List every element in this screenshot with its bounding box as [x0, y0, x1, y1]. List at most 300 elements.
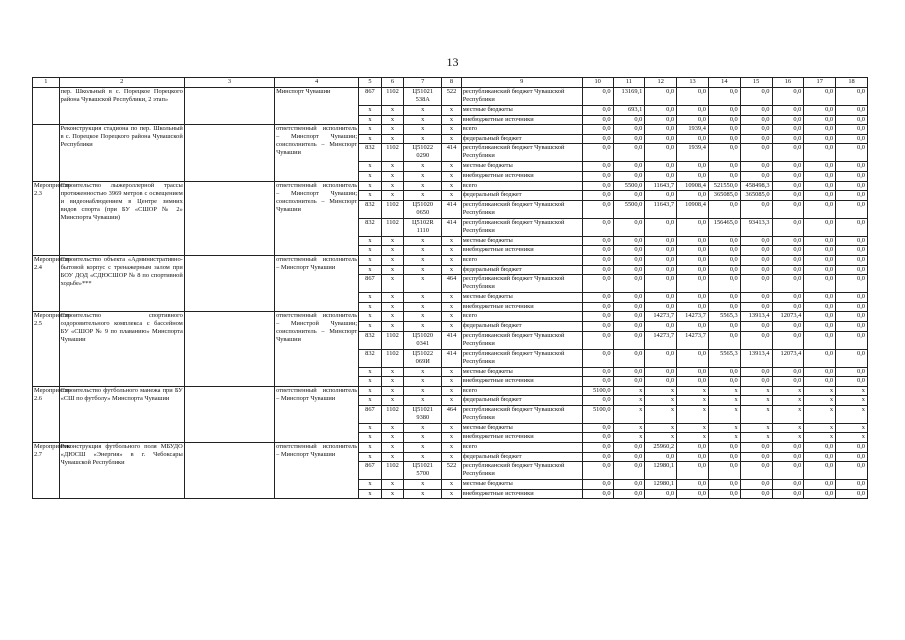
code-target: x	[404, 433, 442, 443]
amount-cell: 0,0	[772, 106, 804, 116]
code-grbs: x	[359, 106, 382, 116]
amount-cell: 0,0	[677, 462, 709, 480]
code-target: x	[404, 423, 442, 433]
code-section: x	[381, 396, 404, 406]
code-target: x	[404, 255, 442, 265]
column-number: 14	[708, 78, 740, 88]
amount-cell: 521550,0	[708, 181, 740, 191]
amount-cell: 0,0	[582, 265, 613, 275]
amount-cell: 0,0	[582, 302, 613, 312]
amount-cell: x	[772, 423, 804, 433]
code-section: x	[381, 293, 404, 303]
amount-cell: 0,0	[804, 302, 836, 312]
amount-cell: 5100,0	[582, 386, 613, 396]
code-expense: x	[442, 443, 461, 453]
code-grbs: 832	[359, 331, 382, 349]
amount-cell: x	[740, 396, 772, 406]
amount-cell: x	[804, 433, 836, 443]
code-section: x	[381, 302, 404, 312]
amount-cell: 0,0	[740, 462, 772, 480]
code-target: x	[404, 265, 442, 275]
measure-name: Строительство футбольного манежа при БУ «СШ по футболу» Минспорта Чувашии	[59, 386, 184, 442]
amount-cell: 0,0	[740, 236, 772, 246]
amount-cell: 0,0	[836, 349, 868, 367]
amount-cell: 0,0	[708, 88, 740, 106]
amount-cell: 0,0	[582, 275, 613, 293]
amount-cell: 0,0	[677, 106, 709, 116]
amount-cell: 0,0	[582, 321, 613, 331]
amount-cell: 0,0	[772, 265, 804, 275]
amount-cell: 0,0	[677, 255, 709, 265]
amount-cell: 0,0	[740, 144, 772, 162]
code-expense: x	[442, 191, 461, 201]
amount-cell: 0,0	[613, 321, 645, 331]
amount-cell: 0,0	[740, 331, 772, 349]
amount-cell: 0,0	[645, 115, 677, 125]
code-section: x	[381, 181, 404, 191]
amount-cell: x	[836, 423, 868, 433]
amount-cell: 0,0	[836, 106, 868, 116]
amount-cell: x	[740, 386, 772, 396]
table-row	[33, 88, 868, 106]
code-expense: 522	[442, 462, 461, 480]
amount-cell: 0,0	[582, 489, 613, 499]
code-section: 1102	[381, 144, 404, 162]
amount-cell: 0,0	[677, 134, 709, 144]
code-target: x	[404, 396, 442, 406]
amount-cell: 0,0	[804, 115, 836, 125]
code-grbs: x	[359, 236, 382, 246]
amount-cell: x	[772, 386, 804, 396]
amount-cell: 0,0	[836, 452, 868, 462]
page-number: 13	[446, 55, 459, 69]
amount-cell: 0,0	[645, 106, 677, 116]
code-target: x	[404, 489, 442, 499]
amount-cell: 1939,4	[677, 125, 709, 135]
code-target: x	[404, 367, 442, 377]
amount-cell: 0,0	[804, 106, 836, 116]
code-expense: x	[442, 367, 461, 377]
code-expense: x	[442, 423, 461, 433]
amount-cell: x	[613, 405, 645, 423]
code-section: 1102	[381, 405, 404, 423]
code-grbs: 832	[359, 200, 382, 218]
amount-cell: 0,0	[772, 321, 804, 331]
amount-cell: 0,0	[708, 331, 740, 349]
amount-cell: 0,0	[645, 255, 677, 265]
amount-cell: x	[677, 386, 709, 396]
amount-cell: x	[836, 405, 868, 423]
empty-cell	[184, 255, 274, 311]
amount-cell: x	[645, 405, 677, 423]
amount-cell: 0,0	[645, 246, 677, 256]
funding-source: местные бюджеты	[461, 106, 582, 116]
code-expense: x	[442, 236, 461, 246]
amount-cell: 0,0	[582, 200, 613, 218]
code-section: x	[381, 125, 404, 135]
amount-cell: 0,0	[645, 377, 677, 387]
amount-cell: 0,0	[740, 255, 772, 265]
funding-source: республиканский бюджет Чувашской Республики	[461, 144, 582, 162]
code-expense: 414	[442, 200, 461, 218]
amount-cell: 693,1	[613, 106, 645, 116]
amount-cell: 0,0	[804, 255, 836, 265]
funding-source: внебюджетные источники	[461, 489, 582, 499]
code-grbs: 832	[359, 144, 382, 162]
code-expense: x	[442, 134, 461, 144]
code-target: Ц51022 069И	[404, 349, 442, 367]
amount-cell: 0,0	[804, 452, 836, 462]
amount-cell: 0,0	[708, 236, 740, 246]
code-section: x	[381, 377, 404, 387]
amount-cell: 365085,0	[708, 191, 740, 201]
amount-cell: x	[708, 386, 740, 396]
code-target: x	[404, 134, 442, 144]
code-section: 1102	[381, 200, 404, 218]
amount-cell: 0,0	[804, 293, 836, 303]
funding-source: местные бюджеты	[461, 162, 582, 172]
amount-cell: 0,0	[804, 312, 836, 322]
code-section: x	[381, 321, 404, 331]
funding-source: всего	[461, 255, 582, 265]
funding-source: республиканский бюджет Чувашской Республики	[461, 462, 582, 480]
empty-cell	[184, 312, 274, 386]
amount-cell: 0,0	[708, 367, 740, 377]
amount-cell: 0,0	[582, 312, 613, 322]
empty-cell	[184, 386, 274, 442]
code-grbs: 867	[359, 462, 382, 480]
amount-cell: x	[613, 386, 645, 396]
amount-cell: x	[677, 423, 709, 433]
amount-cell: 0,0	[708, 302, 740, 312]
amount-cell: 0,0	[582, 88, 613, 106]
code-expense: x	[442, 302, 461, 312]
amount-cell: x	[613, 433, 645, 443]
code-expense: x	[442, 489, 461, 499]
funding-source: местные бюджеты	[461, 423, 582, 433]
amount-cell: 0,0	[772, 134, 804, 144]
amount-cell: x	[677, 405, 709, 423]
code-target: x	[404, 191, 442, 201]
empty-cell	[184, 443, 274, 499]
code-expense: x	[442, 125, 461, 135]
code-expense: 464	[442, 405, 461, 423]
executor: ответственный исполнитель – Минспорт Чувашии	[275, 386, 359, 442]
column-number: 9	[461, 78, 582, 88]
amount-cell: 0,0	[804, 367, 836, 377]
column-number: 5	[359, 78, 382, 88]
amount-cell: 0,0	[582, 255, 613, 265]
amount-cell: 0,0	[645, 349, 677, 367]
code-target: x	[404, 302, 442, 312]
amount-cell: 0,0	[804, 191, 836, 201]
amount-cell: 0,0	[804, 134, 836, 144]
code-grbs: x	[359, 162, 382, 172]
amount-cell: 0,0	[772, 367, 804, 377]
code-section: x	[381, 115, 404, 125]
column-number: 8	[442, 78, 461, 88]
amount-cell: 0,0	[772, 218, 804, 236]
amount-cell: 0,0	[582, 246, 613, 256]
column-number: 4	[275, 78, 359, 88]
code-expense: x	[442, 293, 461, 303]
amount-cell: 0,0	[804, 275, 836, 293]
amount-cell: 0,0	[804, 377, 836, 387]
amount-cell: 0,0	[836, 191, 868, 201]
amount-cell: x	[740, 405, 772, 423]
amount-cell: 0,0	[645, 302, 677, 312]
amount-cell: x	[645, 423, 677, 433]
amount-cell: 0,0	[708, 144, 740, 162]
amount-cell: 0,0	[613, 293, 645, 303]
funding-source: республиканский бюджет Чувашской Республики	[461, 200, 582, 218]
funding-source: всего	[461, 443, 582, 453]
code-grbs: x	[359, 302, 382, 312]
amount-cell: 0,0	[613, 462, 645, 480]
amount-cell: 0,0	[740, 125, 772, 135]
code-target: Ц51020 0341	[404, 331, 442, 349]
amount-cell: 0,0	[804, 162, 836, 172]
funding-source: федеральный бюджет	[461, 396, 582, 406]
code-section: x	[381, 275, 404, 293]
code-expense: x	[442, 433, 461, 443]
code-grbs: x	[359, 312, 382, 322]
code-target: x	[404, 443, 442, 453]
code-target: Ц51020 0650	[404, 200, 442, 218]
amount-cell: 0,0	[613, 331, 645, 349]
amount-cell: 5565,3	[708, 312, 740, 322]
code-expense: x	[442, 255, 461, 265]
amount-cell: x	[677, 433, 709, 443]
amount-cell: 0,0	[740, 302, 772, 312]
code-section: x	[381, 106, 404, 116]
code-section: x	[381, 367, 404, 377]
funding-source: местные бюджеты	[461, 367, 582, 377]
code-grbs: x	[359, 443, 382, 453]
code-section: 1102	[381, 462, 404, 480]
amount-cell: 13913,4	[740, 349, 772, 367]
amount-cell: 0,0	[613, 125, 645, 135]
amount-cell: 0,0	[582, 367, 613, 377]
amount-cell: 0,0	[645, 144, 677, 162]
code-section: 1102	[381, 349, 404, 367]
amount-cell: 0,0	[677, 171, 709, 181]
amount-cell: x	[645, 396, 677, 406]
code-expense: x	[442, 312, 461, 322]
amount-cell: 13913,4	[740, 312, 772, 322]
measure-name: Реконструкция футбольного поля МБУДО «ДЮСШ «Энергия» в г. Чебоксары Чувашской Республики	[59, 443, 184, 499]
measure-name: Строительство спортивного оздоровительного комплекса с бассейном БУ «СШОР № 9 по плаванию» Минспорта Чувашии	[59, 312, 184, 386]
table-row	[33, 312, 868, 322]
amount-cell: x	[708, 433, 740, 443]
measure-label: Мероприятие 2.5	[33, 312, 60, 386]
column-number: 17	[804, 78, 836, 88]
amount-cell: 0,0	[740, 489, 772, 499]
code-expense: 414	[442, 349, 461, 367]
column-number: 6	[381, 78, 404, 88]
amount-cell: 0,0	[804, 218, 836, 236]
funding-source: внебюджетные источники	[461, 433, 582, 443]
code-target: x	[404, 181, 442, 191]
amount-cell: 0,0	[613, 489, 645, 499]
code-grbs: x	[359, 423, 382, 433]
code-target: Ц51021 5700	[404, 462, 442, 480]
amount-cell: 0,0	[804, 349, 836, 367]
code-grbs: x	[359, 255, 382, 265]
amount-cell: 0,0	[836, 144, 868, 162]
amount-cell: 0,0	[582, 218, 613, 236]
code-target: x	[404, 321, 442, 331]
amount-cell: 13169,1	[613, 88, 645, 106]
amount-cell: 0,0	[708, 134, 740, 144]
amount-cell: 0,0	[708, 162, 740, 172]
amount-cell: 0,0	[804, 462, 836, 480]
amount-cell: 0,0	[740, 480, 772, 490]
amount-cell: 0,0	[772, 255, 804, 265]
amount-cell: 0,0	[708, 489, 740, 499]
amount-cell: 11643,7	[645, 181, 677, 191]
amount-cell: 0,0	[613, 452, 645, 462]
code-expense: 522	[442, 88, 461, 106]
code-target: x	[404, 377, 442, 387]
amount-cell: 0,0	[836, 480, 868, 490]
amount-cell: 0,0	[677, 265, 709, 275]
column-number: 7	[404, 78, 442, 88]
table-row	[33, 255, 868, 265]
amount-cell: 0,0	[708, 443, 740, 453]
amount-cell: 0,0	[804, 480, 836, 490]
amount-cell: 0,0	[613, 255, 645, 265]
amount-cell: 12073,4	[772, 312, 804, 322]
amount-cell: 0,0	[677, 162, 709, 172]
amount-cell: 0,0	[772, 125, 804, 135]
budget-table	[32, 77, 868, 499]
amount-cell: 0,0	[708, 246, 740, 256]
funding-source: всего	[461, 386, 582, 396]
funding-source: внебюджетные источники	[461, 171, 582, 181]
amount-cell: 0,0	[836, 321, 868, 331]
code-expense: x	[442, 171, 461, 181]
amount-cell: 0,0	[708, 275, 740, 293]
amount-cell: 12073,4	[772, 349, 804, 367]
amount-cell: 0,0	[582, 480, 613, 490]
amount-cell: 0,0	[836, 171, 868, 181]
amount-cell: 0,0	[836, 125, 868, 135]
amount-cell: 0,0	[677, 115, 709, 125]
code-target: Ц5102R 1110	[404, 218, 442, 236]
code-grbs: x	[359, 191, 382, 201]
amount-cell: 0,0	[836, 162, 868, 172]
code-expense: x	[442, 181, 461, 191]
code-section: 1102	[381, 218, 404, 236]
amount-cell: 0,0	[836, 200, 868, 218]
amount-cell: 0,0	[836, 255, 868, 265]
amount-cell: 0,0	[677, 218, 709, 236]
amount-cell: 0,0	[645, 191, 677, 201]
executor: ответственный исполнитель – Минстрой Чувашии; соисполнитель – Минспорт Чувашии	[275, 312, 359, 386]
code-expense: x	[442, 162, 461, 172]
amount-cell: 0,0	[708, 125, 740, 135]
amount-cell: 0,0	[677, 191, 709, 201]
amount-cell: 0,0	[836, 331, 868, 349]
amount-cell: 5500,0	[613, 200, 645, 218]
amount-cell: 0,0	[772, 115, 804, 125]
code-grbs: 832	[359, 218, 382, 236]
amount-cell: 0,0	[645, 275, 677, 293]
amount-cell: 0,0	[772, 181, 804, 191]
code-section: x	[381, 489, 404, 499]
measure-name: пер. Школьный в с. Порецкое Порецкого района Чувашской Республики, 2 этап»	[59, 88, 184, 125]
amount-cell: 0,0	[740, 88, 772, 106]
amount-cell: 0,0	[804, 144, 836, 162]
code-expense: x	[442, 321, 461, 331]
funding-source: федеральный бюджет	[461, 321, 582, 331]
amount-cell: 0,0	[613, 144, 645, 162]
code-grbs: x	[359, 367, 382, 377]
amount-cell: 5500,0	[613, 181, 645, 191]
amount-cell: 0,0	[677, 452, 709, 462]
amount-cell: 0,0	[708, 255, 740, 265]
amount-cell: 0,0	[804, 489, 836, 499]
code-grbs: x	[359, 489, 382, 499]
amount-cell: 0,0	[645, 171, 677, 181]
amount-cell: 0,0	[645, 321, 677, 331]
amount-cell: 0,0	[613, 171, 645, 181]
measure-name: Строительство объекта «Административно-бытовой корпус с тренажерным залом при БОУ ДОД «СДЮСШОР № 8 по спортивной ходьбе»***	[59, 255, 184, 311]
amount-cell: x	[740, 423, 772, 433]
amount-cell: x	[804, 405, 836, 423]
code-grbs: x	[359, 433, 382, 443]
amount-cell: 0,0	[677, 480, 709, 490]
code-grbs: x	[359, 293, 382, 303]
amount-cell: 0,0	[677, 367, 709, 377]
amount-cell: 12980,1	[645, 462, 677, 480]
amount-cell: 0,0	[613, 265, 645, 275]
funding-source: внебюджетные источники	[461, 246, 582, 256]
funding-source: республиканский бюджет Чувашской Республики	[461, 275, 582, 293]
amount-cell: 0,0	[582, 171, 613, 181]
amount-cell: 14273,7	[645, 312, 677, 322]
amount-cell: 93413,3	[740, 218, 772, 236]
amount-cell: x	[836, 396, 868, 406]
amount-cell: 0,0	[836, 275, 868, 293]
empty-cell	[184, 181, 274, 255]
code-section: x	[381, 162, 404, 172]
amount-cell: 0,0	[582, 181, 613, 191]
amount-cell: 0,0	[582, 452, 613, 462]
column-number: 3	[184, 78, 274, 88]
amount-cell: 0,0	[582, 293, 613, 303]
amount-cell: 0,0	[613, 191, 645, 201]
amount-cell: 0,0	[772, 88, 804, 106]
code-expense: x	[442, 106, 461, 116]
code-section: x	[381, 423, 404, 433]
funding-source: федеральный бюджет	[461, 191, 582, 201]
funding-source: всего	[461, 312, 582, 322]
amount-cell: 365085,0	[740, 191, 772, 201]
funding-source: республиканский бюджет Чувашской Республики	[461, 405, 582, 423]
amount-cell: 0,0	[804, 200, 836, 218]
funding-source: всего	[461, 181, 582, 191]
amount-cell: x	[804, 386, 836, 396]
code-section: x	[381, 255, 404, 265]
amount-cell: 0,0	[740, 321, 772, 331]
amount-cell: 0,0	[772, 191, 804, 201]
amount-cell: 11643,7	[645, 200, 677, 218]
amount-cell: 5100,0	[582, 405, 613, 423]
measure-label: Мероприятие 2.4	[33, 255, 60, 311]
code-target: Ц51022 0290	[404, 144, 442, 162]
